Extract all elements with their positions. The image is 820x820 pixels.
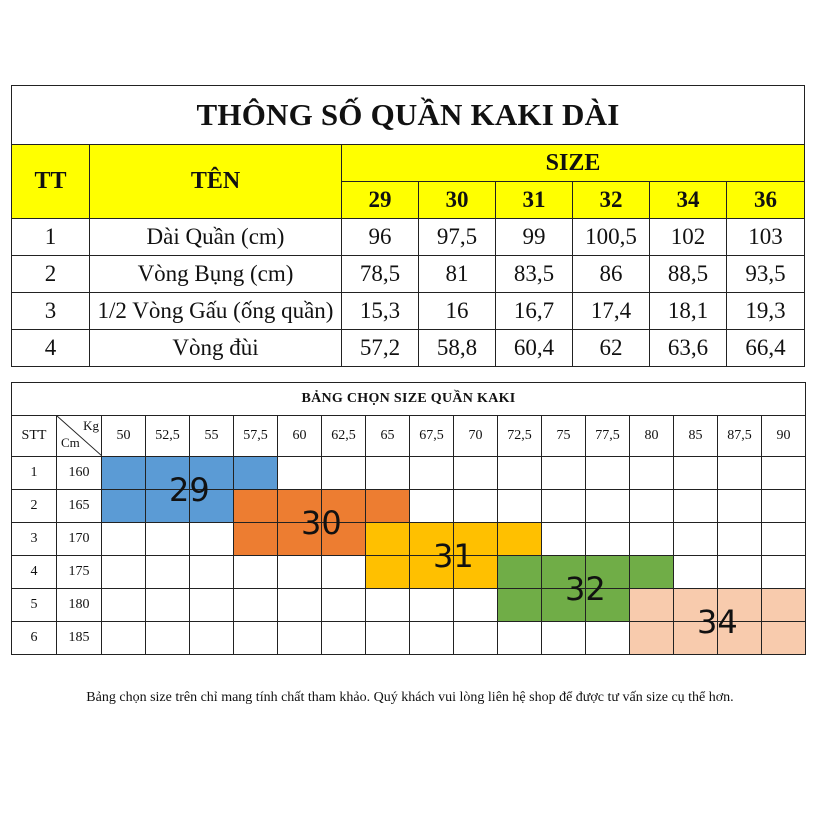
measurement-name: Dài Quần (cm) [90,219,342,256]
header-size-col: 36 [727,182,805,219]
grid-cell [674,457,718,490]
grid-cell [630,457,674,490]
weight-header: 50 [102,416,146,457]
size-zone-label: 29 [169,470,210,509]
grid-cell [278,589,322,622]
weight-header: 60 [278,416,322,457]
grid-cell [322,556,366,589]
row-number: 3 [12,523,57,556]
size-zone-label: 32 [565,569,606,608]
row-number: 2 [12,490,57,523]
grid-cell [366,622,410,655]
table-row [12,490,806,523]
header-size: SIZE [342,145,805,182]
row-number: 6 [12,622,57,655]
grid-cell [542,622,586,655]
grid-cell [366,589,410,622]
grid-cell [278,556,322,589]
grid-cell [586,490,630,523]
row-number: 1 [12,219,90,256]
grid-cell [322,622,366,655]
kg-label: Kg [83,418,99,433]
grid-cell [234,490,278,523]
grid-cell [190,556,234,589]
weight-header: 80 [630,416,674,457]
grid-cell [410,490,454,523]
grid-cell [190,622,234,655]
measurement-name: Vòng đùi [90,330,342,367]
grid-cell [146,622,190,655]
grid-cell [146,523,190,556]
measurement-value: 63,6 [650,330,727,367]
grid-cell [630,589,674,622]
grid-cell [410,622,454,655]
size-zone-label: 30 [301,503,342,542]
grid-cell [630,622,674,655]
grid-cell [674,556,718,589]
measurement-value: 81 [419,256,496,293]
grid-cell [718,457,762,490]
header-stt: STT [12,416,57,457]
grid-cell [630,556,674,589]
grid-cell [366,457,410,490]
row-number: 1 [12,457,57,490]
grid-cell [102,556,146,589]
weight-header: 57,5 [234,416,278,457]
grid-cell [234,622,278,655]
measurement-value: 66,4 [727,330,805,367]
header-size-col: 30 [419,182,496,219]
weight-header: 75 [542,416,586,457]
row-number: 3 [12,293,90,330]
grid-cell [278,622,322,655]
measurement-name: 1/2 Vòng Gấu (ống quần) [90,293,342,330]
measurement-value: 97,5 [419,219,496,256]
grid-cell [630,523,674,556]
grid-cell [366,556,410,589]
grid-cell [234,523,278,556]
measurement-value: 99 [496,219,573,256]
cm-label: Cm [61,435,80,450]
grid-cell [498,490,542,523]
grid-cell [102,523,146,556]
grid-cell [410,589,454,622]
height-cell: 185 [57,622,102,655]
header-size-col: 29 [342,182,419,219]
weight-header: 72,5 [498,416,542,457]
grid-cell [234,457,278,490]
row-number: 2 [12,256,90,293]
grid-cell [586,622,630,655]
row-number: 5 [12,589,57,622]
grid-cell [454,622,498,655]
grid-cell [586,523,630,556]
table-row [12,256,805,293]
grid-cell [762,523,806,556]
height-cell: 160 [57,457,102,490]
grid-cell [190,589,234,622]
grid-cell [102,622,146,655]
measurement-value: 16 [419,293,496,330]
grid-cell [542,523,586,556]
weight-header: 87,5 [718,416,762,457]
grid-cell [454,490,498,523]
measurement-value: 16,7 [496,293,573,330]
kg-cm-header [57,416,102,457]
measurement-value: 83,5 [496,256,573,293]
grid-cell [762,490,806,523]
grid-cell [542,457,586,490]
header-tt: TT [12,145,90,219]
grid-cell [102,490,146,523]
height-cell: 175 [57,556,102,589]
grid-cell [146,589,190,622]
grid-cell [322,589,366,622]
grid-cell [366,490,410,523]
table-row [12,622,806,655]
grid-cell [234,556,278,589]
grid-cell [674,490,718,523]
height-cell: 170 [57,523,102,556]
grid-cell [498,556,542,589]
measurement-value: 60,4 [496,330,573,367]
spec-table [11,85,805,367]
grid-cell [366,523,410,556]
grid-cell [630,490,674,523]
table-row [12,556,806,589]
grid-cell [498,622,542,655]
row-number: 4 [12,330,90,367]
measurement-value: 18,1 [650,293,727,330]
size-zone-label: 34 [697,602,738,641]
grid-cell [498,457,542,490]
weight-header: 77,5 [586,416,630,457]
grid-cell [102,457,146,490]
table-row [12,589,806,622]
grid-cell [454,457,498,490]
height-cell: 180 [57,589,102,622]
height-cell: 165 [57,490,102,523]
grid-cell [102,589,146,622]
measurement-value: 96 [342,219,419,256]
table-row [12,293,805,330]
measurement-value: 15,3 [342,293,419,330]
grid-cell [542,490,586,523]
measurement-value: 57,2 [342,330,419,367]
measurement-value: 19,3 [727,293,805,330]
measurement-value: 58,8 [419,330,496,367]
measurement-value: 100,5 [573,219,650,256]
size-selector-table [11,382,806,655]
grid-cell [674,523,718,556]
weight-header: 65 [366,416,410,457]
grid-cell [762,589,806,622]
grid-cell [718,556,762,589]
table-row [12,330,805,367]
weight-header: 55 [190,416,234,457]
grid-cell [190,523,234,556]
grid-cell [410,457,454,490]
header-ten: TÊN [90,145,342,219]
grid-cell [718,490,762,523]
grid-cell [586,457,630,490]
weight-header: 70 [454,416,498,457]
grid-cell [146,556,190,589]
grid-cell [498,523,542,556]
size-zone-label: 31 [433,536,474,575]
grid-cell [498,589,542,622]
header-size-col: 31 [496,182,573,219]
weight-header: 90 [762,416,806,457]
header-size-col: 32 [573,182,650,219]
weight-header: 52,5 [146,416,190,457]
measurement-value: 78,5 [342,256,419,293]
measurement-value: 86 [573,256,650,293]
grid-cell [718,523,762,556]
measurement-value: 103 [727,219,805,256]
selector-title: BẢNG CHỌN SIZE QUẦN KAKI [12,383,806,416]
row-number: 4 [12,556,57,589]
grid-cell [322,457,366,490]
spec-title: THÔNG SỐ QUẦN KAKI DÀI [12,86,805,145]
header-size-col: 34 [650,182,727,219]
grid-cell [234,589,278,622]
grid-cell [762,457,806,490]
weight-header: 85 [674,416,718,457]
measurement-value: 102 [650,219,727,256]
grid-cell [454,589,498,622]
measurement-name: Vòng Bụng (cm) [90,256,342,293]
measurement-value: 88,5 [650,256,727,293]
measurement-value: 62 [573,330,650,367]
table-row [12,523,806,556]
grid-cell [278,457,322,490]
table-row [12,457,806,490]
weight-header: 67,5 [410,416,454,457]
grid-cell [762,622,806,655]
grid-cell [762,556,806,589]
measurement-value: 93,5 [727,256,805,293]
table-row [12,219,805,256]
footnote: Bảng chọn size trên chỉ mang tính chất tham khảo. Quý khách vui lòng liên hệ shop để được tư vấn size cụ thể hơn. [86,690,734,705]
weight-header: 62,5 [322,416,366,457]
measurement-value: 17,4 [573,293,650,330]
